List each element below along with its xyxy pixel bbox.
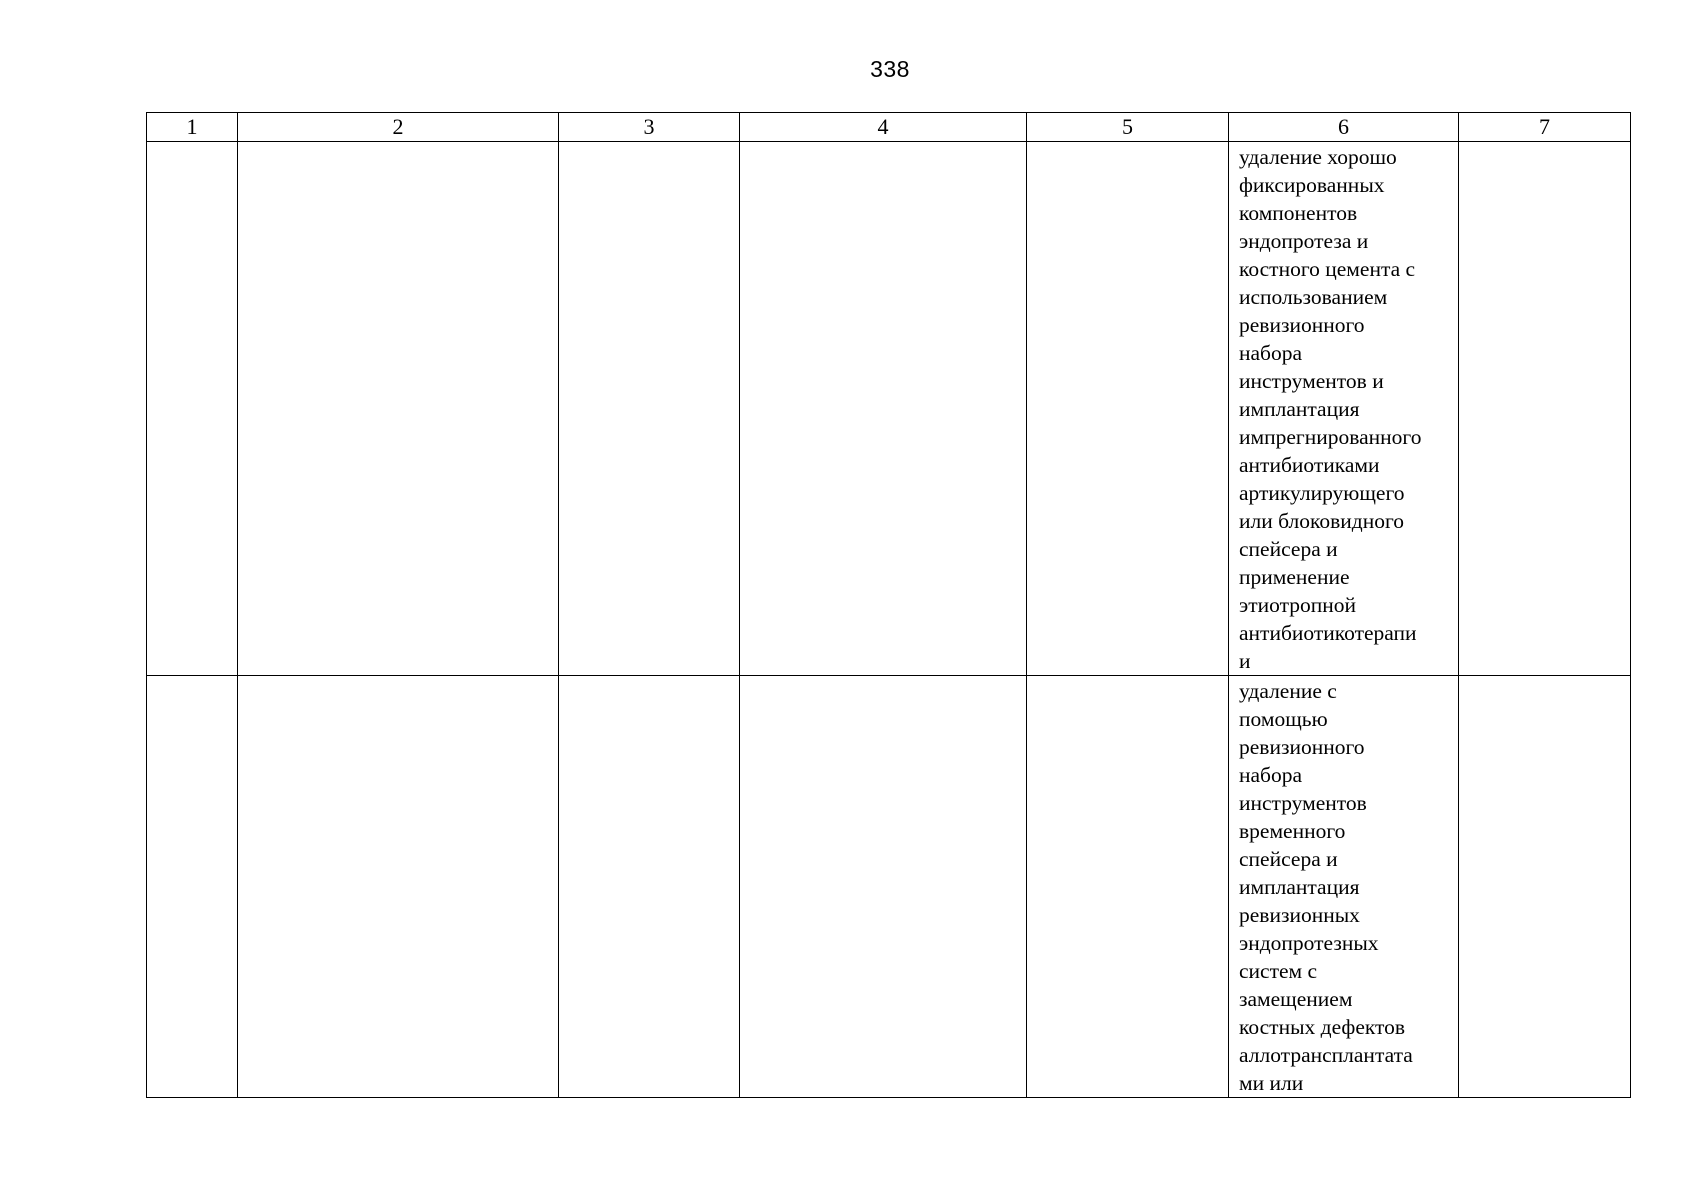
column-header-6: 6	[1229, 113, 1459, 142]
column-header-1: 1	[147, 113, 238, 142]
cell-text	[559, 676, 739, 677]
column-header-5: 5	[1027, 113, 1229, 142]
cell-text	[1459, 142, 1630, 143]
cell-text	[559, 142, 739, 143]
cell-text	[238, 142, 558, 143]
cell-text	[147, 676, 237, 677]
column-header-3: 3	[559, 113, 740, 142]
table-row	[147, 676, 1631, 1098]
table-cell	[147, 676, 238, 1098]
cell-text	[740, 676, 1026, 677]
table-cell	[147, 142, 238, 676]
table-cell	[559, 676, 740, 1098]
table-cell	[1027, 142, 1229, 676]
table-cell	[559, 142, 740, 676]
cell-text	[147, 142, 237, 143]
cell-text	[740, 142, 1026, 143]
table-cell	[1027, 676, 1229, 1098]
table-cell	[238, 676, 559, 1098]
table-cell	[740, 142, 1027, 676]
cell-text	[1459, 676, 1630, 677]
cell-text	[1027, 142, 1228, 143]
table-cell	[1229, 142, 1459, 676]
table-cell	[1459, 676, 1631, 1098]
column-header-7: 7	[1459, 113, 1631, 142]
cell-text: удаление с помощью ревизионного набора инструментов временного спейсера и имплантация ревизионных эндопротезных систем с замещением костных дефектов аллотрансплантата ми или	[1239, 679, 1413, 1095]
column-header-4: 4	[740, 113, 1027, 142]
cell-text: удаление хорошо фиксированных компонентов эндопротеза и костного цемента с использованием ревизионного набора инструментов и имплантация импрегнированного антибиотиками артикулирующего или блоковидного спейсера и применение этиотропной антибиотикотерапи и	[1239, 145, 1422, 673]
table-cell	[740, 676, 1027, 1098]
header-row	[147, 113, 1631, 142]
cell-text	[238, 676, 558, 677]
table-cell	[1229, 676, 1459, 1098]
document-table	[146, 112, 1631, 1098]
cell-text	[1027, 676, 1228, 677]
table-row	[147, 142, 1631, 676]
column-header-2: 2	[238, 113, 559, 142]
table-cell	[1459, 142, 1631, 676]
table-cell	[238, 142, 559, 676]
page-number: 338	[870, 56, 910, 82]
